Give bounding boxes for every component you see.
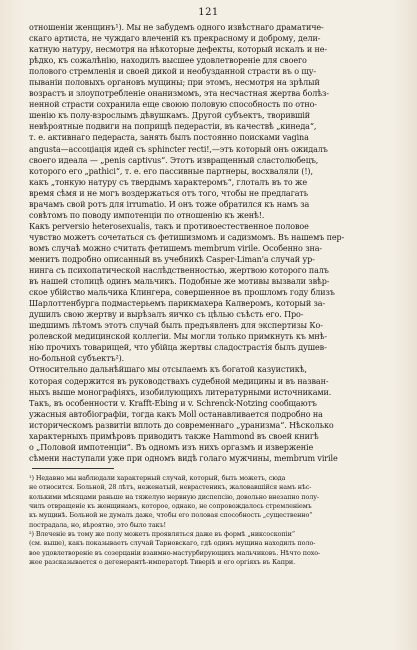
text-line: чувство можетъ сочетаться съ фетишизмомъ и садизмомъ. Въ нашемъ пер-	[29, 232, 345, 242]
text-line: время сѣмя и не могъ воздержаться отъ того, чтобы не предлагать	[29, 188, 308, 198]
text-line: врачамъ свой ротъ для irrumatio. И онъ тоже обратился къ намъ за	[29, 199, 310, 209]
text-line: катную натуру, несмотря на нѣкоторые дефекты, который искалъ и не-	[29, 45, 327, 55]
text-line: менитъ подробно описанный въ учебникѣ Casper-Liman'а случай ур-	[29, 254, 315, 264]
text-line: историческомъ развитіи вплоть до современнаго „уранизма“. Нѣсколько	[29, 420, 334, 430]
text-line: шедшимъ лѣтомъ этотъ случай былъ предъявленъ для экспертизы Ко-	[29, 321, 323, 331]
footnote-line: чилъ отвращеніе къ женщинамъ, которое, однако, не сопровождалось стремленіемъ	[29, 502, 312, 511]
text-line: характерныхъ примѣровъ приводитъ также Hammond въ своей книгѣ	[29, 431, 319, 441]
footnote-separator	[32, 468, 114, 469]
text-line: ныхъ выше монографіяхъ, изобилующихъ литературными источниками.	[29, 387, 332, 397]
text-line: т. е. активнаго педераста, занять былъ постоянно поисками vagina	[29, 133, 309, 143]
text-line: Какъ perversio heterosexualis, такъ и противоестественное половое	[29, 221, 309, 231]
footnote-line: вое удовлетвореніе въ созерцаніи взаимно-мастурбирующихъ мальчиковъ. Нѣчто похо-	[29, 548, 321, 557]
text-line: которая содержится въ руководствахъ судебной медицины и въ назван-	[29, 376, 329, 386]
text-line: Относительно дальнѣйшаго мы отсылаемъ къ богатой казуистикѣ,	[29, 365, 307, 375]
footnote-line: ²) Влеченіе въ тому же полу можетъ проявляться даже въ формѣ „никсоскопіи“	[29, 530, 295, 539]
text-line: шенію къ полу-взрослымъ дѣвушкамъ. Другой субъектъ, творившій	[29, 111, 311, 121]
text-line: совѣтомъ по поводу импотенціи по отношенію къ женѣ!.	[29, 210, 265, 220]
main-text	[29, 22, 401, 464]
text-line: вомъ случаѣ можно считать фетишемъ membrum virile. Особенно зна-	[29, 243, 323, 253]
footnote-line: (см. выше), какъ показываетъ случай Тарновскаго, гдѣ одинъ мущина находилъ поло-	[29, 539, 316, 548]
footnote-line: къ мущинѣ. Больной не думалъ даже, чтобы его половая способность „существенно“	[29, 511, 313, 520]
footnote-line: ¹) Недавно мы наблюдали характерный случай, который, быть можетъ, сюда	[29, 474, 286, 482]
text-line: которого его „pathici“, т. е. его пассивные партнеры, восхваляли (!),	[29, 166, 313, 176]
text-line: Шарлоттенбурга подмастерьемъ парикмахера Калверомъ, который за-	[29, 299, 326, 309]
text-line: рѣдко, къ сожалѣнію, находилъ высшее удовлетвореніе для своего	[29, 56, 307, 66]
text-line: сѣмени наступали уже при одномъ видѣ голаго мужчины, membrum virile	[29, 453, 338, 463]
text-line: ужасныя автобіографіи, тогда какъ Moll останавливается подробно на	[29, 409, 323, 419]
footnote-line: жее разсказывается о дегенерантѣ-императорѣ Тиверіѣ и его оргіяхъ въ Капри.	[29, 558, 296, 567]
text-line: нію прочихъ товарищей, что убійца жертвы сладострастія былъ душев-	[29, 343, 327, 353]
text-line: ское убійство мальчика Клингера, совершенное въ прошломъ году близъ	[29, 288, 335, 298]
text-line: angusta—ассоціація идей съ sphincter recti!,—этъ который онъ ожидалъ	[29, 144, 328, 154]
text-line: своего идеала — „penis captivus“. Этотъ извращенный сластолюбецъ,	[29, 155, 319, 165]
text-line: невѣроятные подвиги на поприщѣ педерастіи, въ качествѣ „кинеда“,	[29, 122, 317, 132]
text-line: душилъ свою жертву и вырѣзалъ яичко съ цѣлью съѣсть его. Про-	[29, 310, 304, 320]
footnote-line: колькими мѣсяцами раньше на тяжелую нервную диспепсію, довольно внезапно полу-	[29, 492, 320, 501]
text-line: пываніи половыхъ органовъ мущины; при этомъ, несмотря на зрѣлый	[29, 78, 320, 88]
text-line: въ нашей столицѣ одинъ мальчикъ. Подобные же мотивы вызвали звѣр-	[29, 277, 330, 287]
text-line: полового стремленія и своей дикой и необузданной страсти въ о щу-	[29, 67, 316, 77]
text-line: скаго артиста, не чуждаго влеченій къ прекрасному и доброму, дели-	[29, 34, 321, 44]
footnotes	[29, 474, 401, 567]
text-line: возрастъ и злоупотребленіе онанизмомъ, эта несчастная жертва болѣз-	[29, 89, 329, 99]
page-number: 121	[198, 7, 219, 18]
text-line: отношеніи женщинъ¹). Мы не забудемъ одного извѣстнаго драматиче-	[29, 23, 324, 32]
text-line: ненной страсти сохранила еще своюю половую способность по отно-	[29, 100, 317, 110]
text-line: но-больной субъектъ²).	[29, 354, 125, 364]
footnote-line: не относится. Больной, 28 лѣтъ, неженатый, неврастеникъ, жаловавшійся намъ нѣс-	[29, 483, 312, 492]
text-line: ролевской медицинской коллегіи. Мы могли только примкнуть къ мнѣ-	[29, 332, 327, 342]
text-line: нинга съ психопатической наслѣдственностью, жертвою которого палъ	[29, 266, 329, 276]
text-line: Такъ, въ особенности v. Krafft-Ebing и v. Schrenck-Notzing сообщаютъ	[29, 398, 317, 408]
footnote-line: пострадала, но, вѣроятно, это было такъ!	[29, 520, 166, 529]
text-line: какъ „тонкую натуру съ твердымъ характеромъ“, глоталъ въ то же	[29, 177, 307, 187]
text-line: о „Половой импотенціи“. Въ одномъ изъ нихъ оргазмъ и изверженіе	[29, 442, 314, 452]
